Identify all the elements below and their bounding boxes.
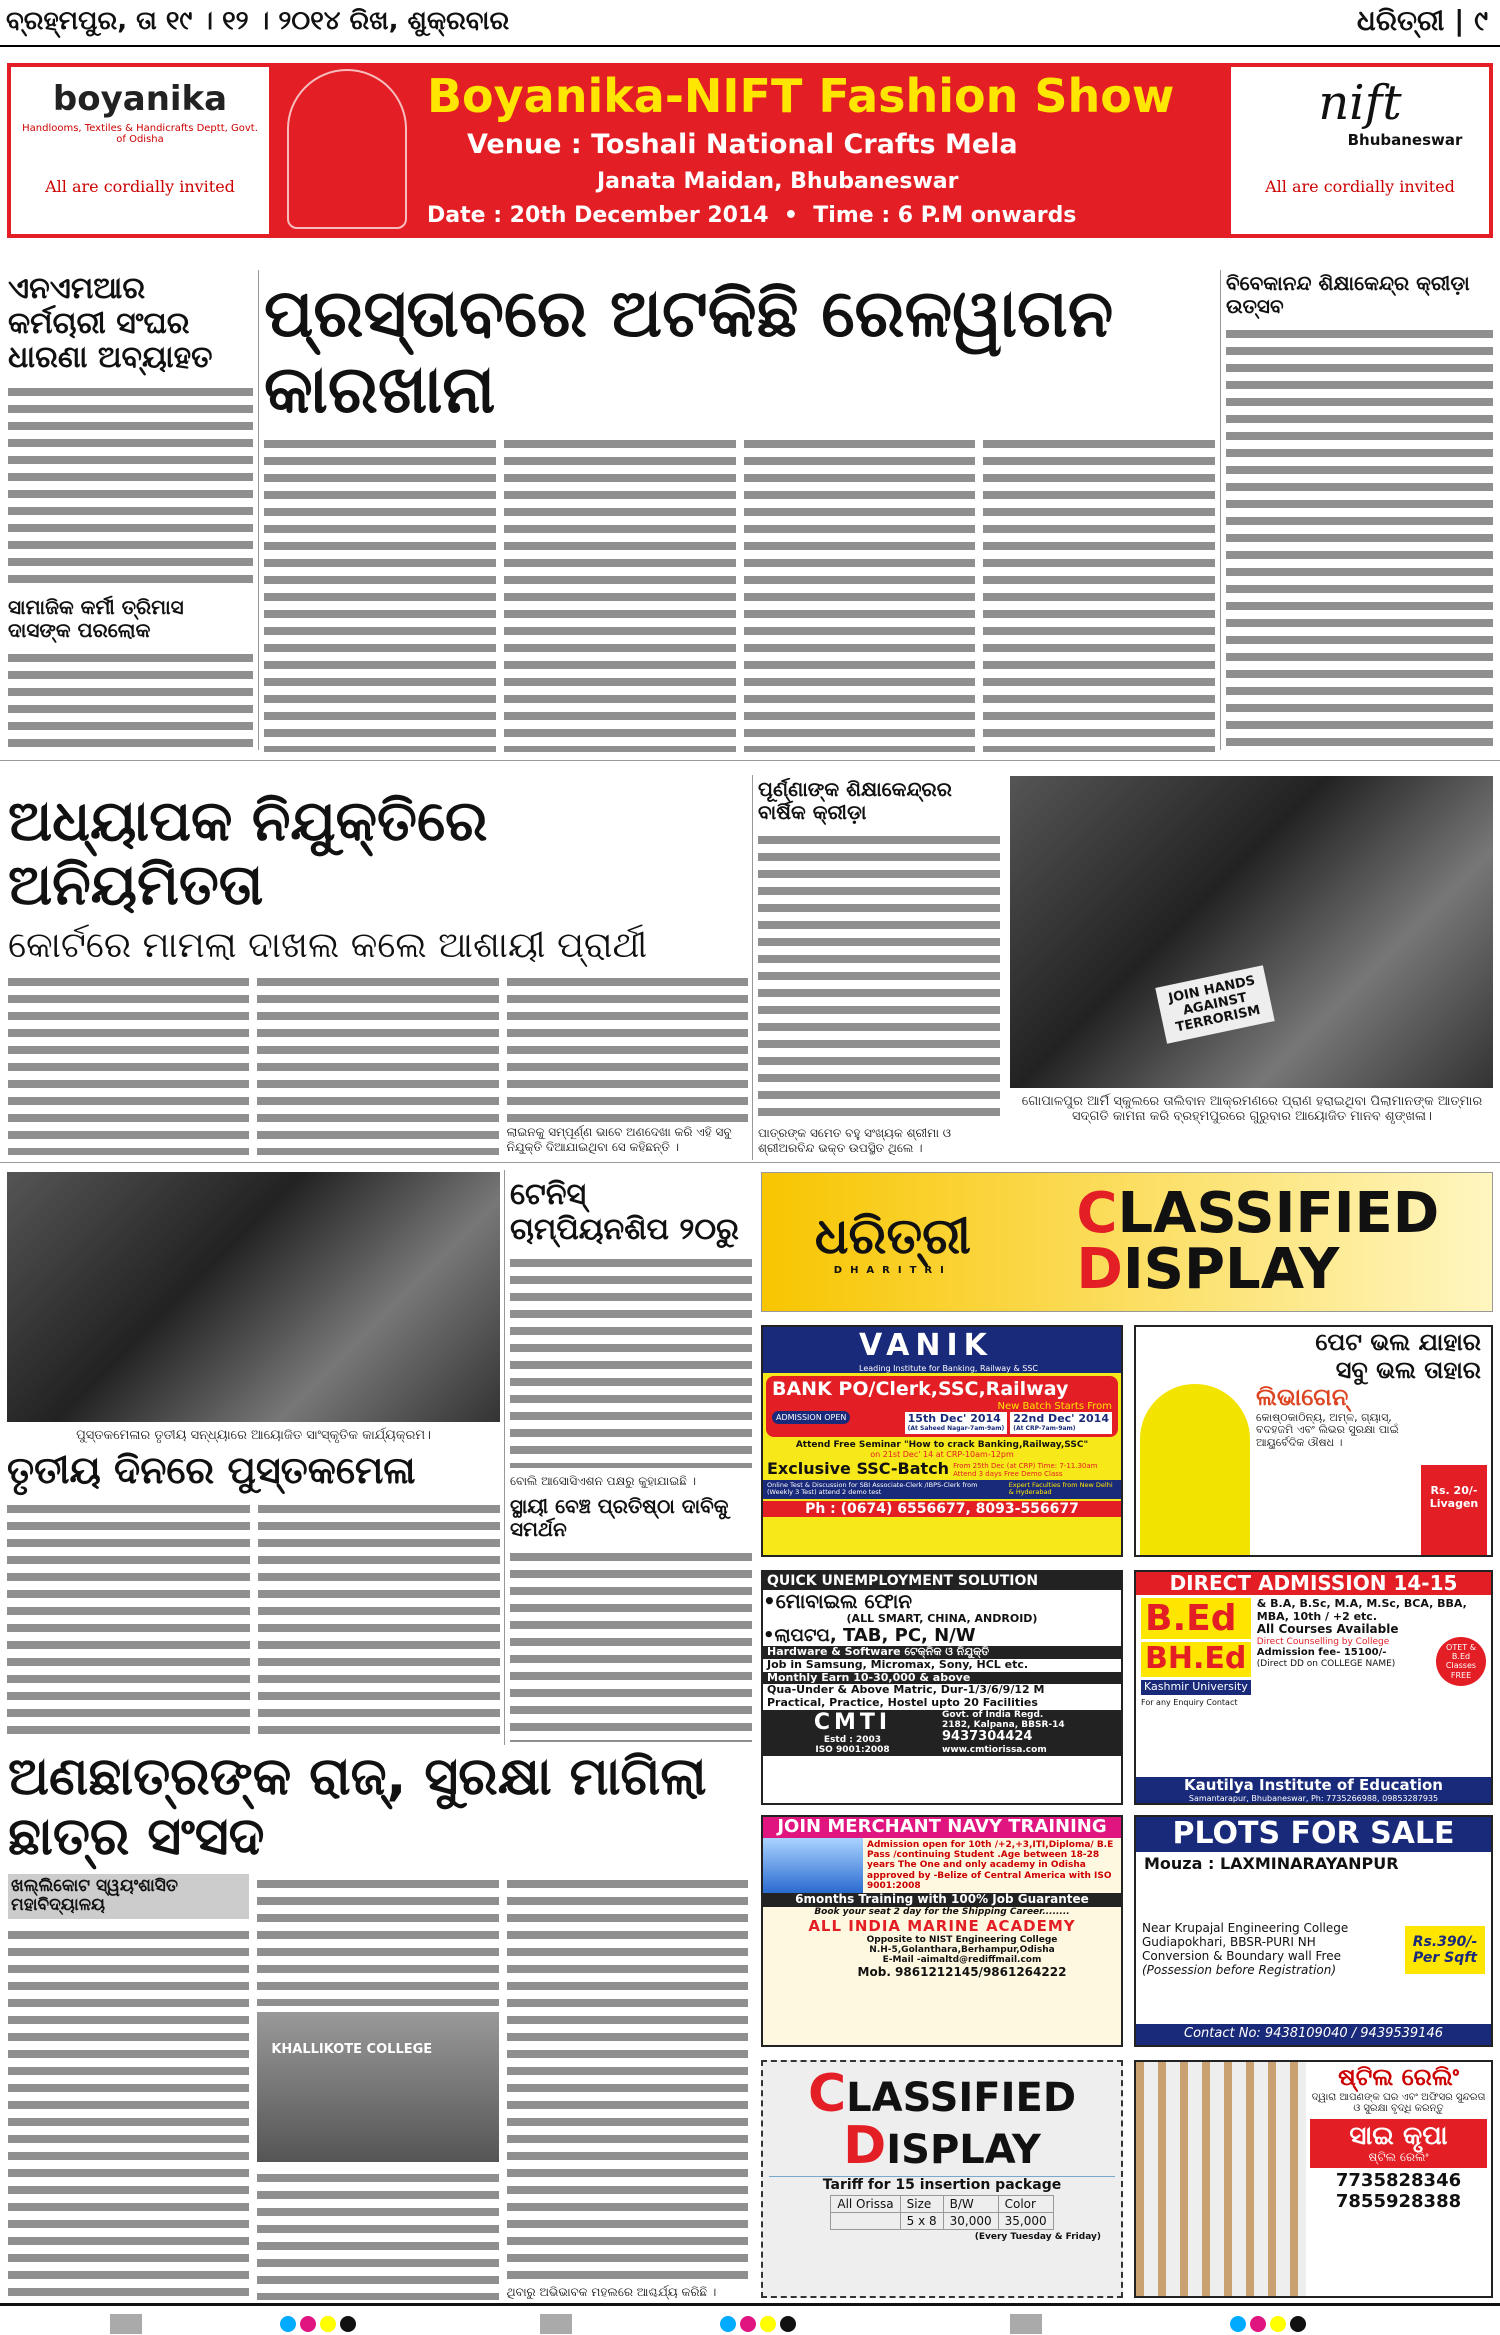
vanik-ad: VANIK Leading Institute for Banking, Railway & SSC BANK PO/Clerk,SSC,Railway ADMISSION OPEN New Batch Starts From 15th Dec' 2014 (At Saheed Nagar-7am-9am) 22nd Dec' 2014 (At CRP-7am-9am) Attend Free Seminar "How to crack Banking,Railway,SSC" on 21st Dec' 14 at CRP-10am-12pm Exclusive SSC-Batch From 25th Dec (at CRP) Time: 7-11.30am Attend 3 days Free Demo Class Online Test & Discussion for SBI Associate-Clerk /IBPS-Clerk from (Weekly 3 Test) attend 2 demo test Expert Faculties from New Delhi & Hyderabad Ph : (0674) 6556677, 8093-556677 — [761, 1325, 1123, 1557]
story-body — [257, 1874, 498, 2006]
story-subheadline: ସାମାଜିକ କର୍ମୀ ତ୍ରିମାସ ଦାସଙ୍କ ପରଲୋକ — [8, 596, 253, 642]
story-headline: ଏନଏମଆର କର୍ମଚାରୀ ସଂଘର ଧାରଣା ଅବ୍ୟାହତ — [8, 272, 253, 376]
banner-datetime: Date : 20th December 2014 • Time : 6 P.M onwards — [427, 203, 1077, 228]
banner-title: Boyanika-NIFT Fashion Show — [427, 69, 1175, 123]
plots-ad: PLOTS FOR SALE Mouza : LAXMINARAYANPUR Near Krupajal Engineering College Gudiapokhari, BBSR-PURI NH Conversion & Boundary wall Free (Possession before Registration) Rs.390/- Per Sqft Contact No: 9438109040 / 9439539146 — [1134, 1815, 1493, 2047]
rally-photo — [1010, 776, 1493, 1088]
story-body — [1226, 324, 1493, 752]
story-headline: ସ୍ଥାୟୀ ବେଞ୍ଚ ପ୍ରତିଷ୍ଠା ଦାବିକୁ ସମର୍ଥନ — [510, 1495, 752, 1541]
right-column-row1 — [1226, 272, 1493, 752]
story-body — [507, 1874, 748, 2279]
story-body — [504, 434, 736, 752]
story-body — [257, 972, 498, 1155]
story-tail: ଥିବାରୁ ଅଭିଭାବକ ମହଲରେ ଆଶ୍ଚର୍ଯ୍ୟ କରିଛି । — [507, 2285, 748, 2300]
middle-column-row3 — [510, 1178, 752, 1742]
banner-place: Janata Maidan, Bhubaneswar — [597, 169, 959, 194]
story-body — [8, 382, 253, 590]
boyanika-logo: boyanika — [52, 79, 228, 119]
story-tail: ପାତ୍ରଙ୍କ ସମେତ ବହୁ ସଂଖ୍ୟକ ଶ୍ରୀମା ଓ ଶ୍ରୀଅରବିନ୍ଦ ଭକ୍ତ ଉପସ୍ଥିତ ଥିଲେ । — [758, 1126, 1000, 1156]
photo-caption: ଗୋପାଳପୁର ଆର୍ମି ସ୍କୁଲରେ ତାଲିବାନ ଆକ୍ରମଣରେ ପ୍ରାଣ ହରାଇଥିବା ପିଲାମାନଙ୍କ ଆତ୍ମାର ସଦ୍‌ଗତି କାମନା କରି ବ୍ରହ୍ମପୁରରେ ଗୁରୁବାର ଆୟୋଜିତ ମାନବ ଶୃଙ୍ଖଳା। — [1021, 1094, 1483, 1124]
cmti-ad: QUICK UNEMPLOYMENT SOLUTION •ମୋବାଇଲ ଫୋନ (ALL SMART, CHINA, ANDROID) •ଲାପଟପ, TAB, PC, N/W Hardware & Software ଟେକ୍ନିକ ଓ ନିଯୁକ୍ତି Job in Samsung, Micromax, Sony, HCL etc. Monthly Earn 10-30,000 & above Qua-Under & Above Matric, Dur-1/3/6/9/12 M Practical, Practice, Hostel upto 20 Facilities CMTI Estd : 2003 ISO 9001:2008 Govt. of India Regd. 2182, Kalpana, BBSR-14 9437304424 www.cmtiorissa.com — [761, 1570, 1123, 1805]
vanik-starts: New Batch Starts From — [997, 1400, 1112, 1412]
photo-caption: ପୁସ୍ତକମେଳାର ତୃତୀୟ ସନ୍ଧ୍ୟାରେ ଆୟୋଜିତ ସାଂସ୍କୃତିକ କାର୍ଯ୍ୟକ୍ରମ। — [76, 1428, 431, 1443]
page-number: ୯ — [1474, 4, 1488, 37]
story-body — [983, 434, 1215, 752]
banner-venue: Venue : Toshali National Crafts Mela — [467, 129, 1018, 160]
story-body — [258, 1499, 501, 1742]
tariff-table: All Orissa Size B/W Color 5 x 8 30,000 35,000 — [830, 2195, 1053, 2230]
admission-badge: ADMISSION OPEN — [772, 1411, 850, 1424]
dharitri-logo-sub: DHARITRI — [833, 1265, 952, 1276]
nift-logo: nift — [1318, 75, 1402, 131]
dharitri-classified-ad — [761, 1172, 1493, 1312]
college-photo: KHALLIKOTE COLLEGE — [257, 2012, 498, 2162]
story-headline: ଟେନିସ୍ ଚାମ୍ପିୟନଶିପ ୨୦ରୁ — [510, 1178, 752, 1247]
story-subheadline: କୋର୍ଟରେ ମାମଲା ଦାଖଲ କଲେ ଆଶାୟୀ ପ୍ରାର୍ଥୀ — [8, 925, 748, 966]
railing-photo — [1136, 2062, 1306, 2296]
story-body — [8, 972, 249, 1155]
story-body — [744, 434, 976, 752]
story-body — [510, 1253, 752, 1468]
banner-ad — [7, 63, 1493, 238]
student-union-story — [8, 1748, 748, 2300]
person-photo — [1140, 1384, 1250, 1555]
story-kicker-box: ଖଲ୍ଲିକୋଟ ସ୍ୱୟଂଶାସିତ ମହାବିଦ୍ୟାଳୟ — [8, 1874, 249, 1919]
left-column-row1 — [8, 272, 253, 752]
dateline: ବ୍ରହ୍ମପୁର, ତା ୧୯ । ୧୨ । ୨୦୧୪ ରିଖ, ଶୁକ୍ରବାର — [6, 6, 510, 36]
seminar-date: on 21st Dec' 14 at CRP-10am-12pm — [870, 1450, 1014, 1460]
boyanika-sub: Handlooms, Textiles & Handicrafts Deptt, Govt. of Odisha — [22, 123, 258, 145]
story-body — [758, 830, 1000, 1120]
masthead-logo: ଧରିତ୍ରୀ — [1356, 4, 1445, 37]
story-s4 — [8, 790, 748, 1155]
invite-text: All are cordially invited — [45, 177, 235, 196]
model-illustration — [287, 69, 407, 229]
classified-title: CLASSIFIED DISPLAY — [807, 2064, 1077, 2176]
protest-sign: JOIN HANDS AGAINST TERRORISM — [1155, 965, 1274, 1044]
masthead: ଧରିତ୍ରୀ | ୯ — [1356, 4, 1488, 37]
book-fair-dance-photo — [7, 1172, 500, 1422]
seminar-text: Attend Free Seminar "How to crack Banking,Railway,SSC" — [795, 1439, 1089, 1450]
story-body — [257, 2168, 498, 2300]
story-body — [7, 1499, 250, 1742]
main-headline: ପ୍ରସ୍ତାବରେ ଅଟକିଛି ରେଳୱାଗନ କାରଖାନା — [264, 276, 1215, 428]
vanik-title: BANK PO/Clerk,SSC,Railway — [772, 1378, 1069, 1400]
story-headline: ପୂର୍ଣ୍ଣାଙ୍କ ଶିକ୍ଷାକେନ୍ଦ୍ରର ବାର୍ଷିକ କ୍ରୀଡ଼ା — [758, 778, 1000, 824]
registration-marks — [0, 2314, 1500, 2334]
story-headline: ଅଧ୍ୟାପକ ନିଯୁକ୍ତିରେ ଅନିୟମିତତା — [8, 790, 748, 919]
story-headline: ତୃତୀୟ ଦିନରେ ପୁସ୍ତକମେଳା — [7, 1449, 500, 1493]
story-tail: ବୋଲି ଆସୋସିଏଶନ ପକ୍ଷରୁ କୁହାଯାଇଛି । — [510, 1474, 752, 1489]
bed-admission-ad: DIRECT ADMISSION 14-15 B.Ed BH.Ed Kashmir University For any Enquiry Contact & B.A, B.Sc, M.A, M.Sc, BCA, BBA, MBA, 10th / +2 etc. All Courses Available Direct Counselling by College Admission fee- 15100/- (Direct DD on COLLEGE NAME) OTET & B.Ed Classes FREE Kautilya Institute of Education Samantarapur, Bhubaneswar, Ph: 7735266988, 09853287935 — [1134, 1570, 1493, 1805]
vanik-phone: Ph : (0674) 6556677, 8093-556677 — [763, 1501, 1121, 1517]
classified-display-ad: CLASSIFIED DISPLAY Tariff for 15 insertion package All Orissa Size B/W Color 5 x 8 30,000 35,000 (Every Tuesday & Friday) — [761, 2060, 1123, 2298]
nift-city: Bhubaneswar — [1347, 131, 1463, 149]
nift-box — [1231, 67, 1489, 234]
boyanika-box — [11, 67, 269, 234]
dharitri-logo-group — [815, 1208, 971, 1277]
story-body — [510, 1547, 752, 1742]
livagen-pack: Rs. 20/- Livagen — [1421, 1465, 1487, 1555]
steel-railing-ad: ଷ୍ଟିଲ ରେଲିଂ ଦ୍ୱାରା ଆପଣଙ୍କ ଘର ଏବଂ ଅଫିସର ସୁନ୍ଦରତା ଓ ସୁରକ୍ଷା ବୃଦ୍ଧି କରନ୍ତୁ ସାଇ କୃପା ଷ୍ଟିଲ ରେଲିଂ 7735828346 7855928388 — [1134, 2060, 1493, 2298]
vanik-logo: VANIK — [859, 1328, 993, 1363]
story-headline: ବିବେକାନନ୍ଦ ଶିକ୍ଷାକେନ୍ଦ୍ର କ୍ରୀଡ଼ା ଉତ୍ସବ — [1226, 272, 1493, 318]
ssc-batch: Exclusive SSC-Batch — [767, 1459, 950, 1479]
merchant-navy-ad: JOIN MERCHANT NAVY TRAINING Admission open for 10th /+2,+3,ITI,Diploma/ B.E Pass /continuing Student .Age between 18-28 years The One and only academy in Odisha approved by -Belize of Central America with ISO 9001:2008 6months Training with 100% Job Guarantee Book your seat 2 day for the Shipping Career........ ALL INDIA MARINE ACADEMY Opposite to NIST Engineering College N.H-5,Golanthara,Berhampur,Odisha E-Mail -aimaltd@rediffmail.com Mob. 9861212145/9861264222 — [761, 1815, 1123, 2047]
dharitri-logo: ଧରିତ୍ରୀ — [814, 1206, 971, 1265]
story-body — [8, 648, 253, 752]
vanik-tag: Leading Institute for Banking, Railway & SSC — [859, 1363, 1038, 1373]
story-body — [264, 434, 496, 752]
story-body — [8, 1925, 249, 2300]
cmti-logo: CMTI — [813, 1709, 892, 1735]
book-fair-story — [7, 1172, 500, 1742]
story-body — [507, 972, 748, 1122]
story-headline: ଅଣଛାତ୍ରଙ୍କ ରାଜ୍, ସୁରକ୍ଷା ମାଗିଲା ଛାତ୍ର ସଂସଦ — [8, 1748, 748, 1868]
classified-title: CLASSIFIED DISPLAY — [1076, 1181, 1440, 1302]
story-tail: ଲାଇନକୁ ସମ୍ପୂର୍ଣ୍ଣ ଭାବେ ଅଣଦେଖା କରି ଏହି ସବୁ ନିଯୁକ୍ତି ଦିଆଯାଇଥିବା ସେ କହିଛନ୍ତି । — [507, 1125, 748, 1155]
livagen-ad: ପେଟ ଭଲ ଯାହାର ସବୁ ଭଲ ତାହାର ଲିଭାଗେନ୍ କୋଷ୍ଠକାଠିନ୍ୟ, ଅମ୍ଳ, ଗ୍ୟାସ୍, ବଦହଜମି ଏବଂ ଲିଭର ସୁରକ୍ଷା ପାଇଁ ଆୟୁର୍ବେଦିକ ଔଷଧ । Rs. 20/- Livagen — [1134, 1325, 1493, 1557]
story-s5 — [758, 778, 1000, 1156]
livagen-brand: ଲିଭାଗେନ୍ — [1256, 1383, 1349, 1412]
ship-image — [763, 1838, 863, 1894]
main-story — [264, 276, 1215, 752]
invite-text-2: All are cordially invited — [1265, 177, 1455, 196]
